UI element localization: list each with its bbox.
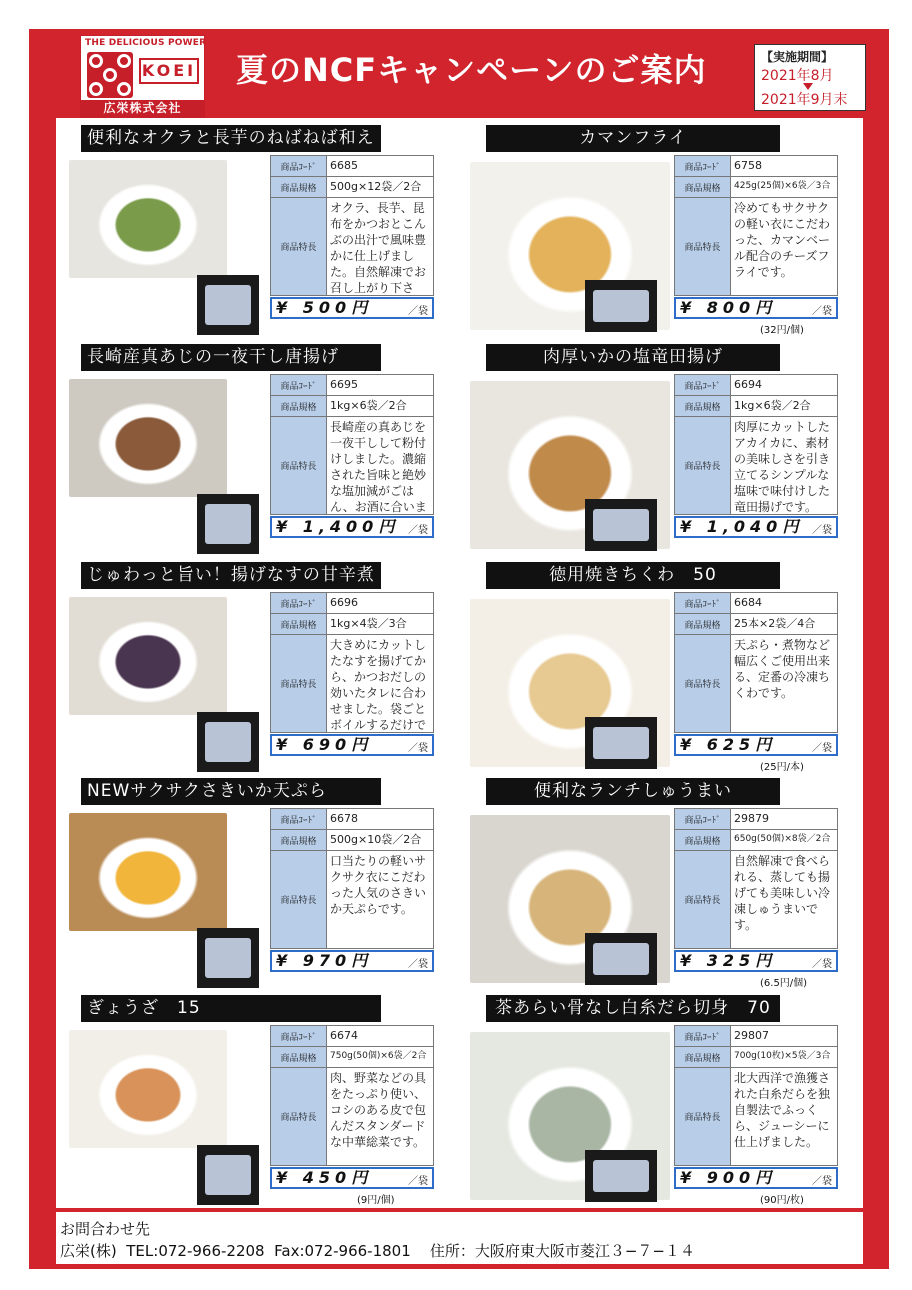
product-spec-row <box>675 1047 837 1068</box>
price-value: ¥ 970円 <box>276 951 373 970</box>
product-code-row <box>271 156 433 177</box>
price-box <box>270 297 434 319</box>
product-feature-label: 商品特長 <box>675 417 731 514</box>
unit-price-note: (25円/本) <box>760 762 804 773</box>
price-value: ¥ 690円 <box>276 735 373 754</box>
product-feature: 肉、野菜などの具をたっぷり使い、コシのある皮で包んだスタンダードな中華総菜です。 <box>330 1071 427 1149</box>
product-feature-row <box>271 417 433 514</box>
product-info-table <box>674 155 838 296</box>
product-photo <box>69 813 227 931</box>
package-photo <box>585 499 657 551</box>
product-feature-label: 商品特長 <box>675 1068 731 1165</box>
unit-price-note: (90円/枚) <box>760 1195 804 1206</box>
product-name: ぎょうざ 15 <box>81 995 381 1022</box>
product-card <box>57 339 458 555</box>
price-box <box>270 734 434 756</box>
product-spec-row <box>271 396 433 417</box>
price-unit: ／袋 <box>408 1176 428 1187</box>
product-spec: 500g×10袋／2合 <box>330 833 422 846</box>
package-icon <box>593 509 649 541</box>
package-icon <box>593 943 649 975</box>
product-info-table <box>270 155 434 296</box>
product-code-row <box>675 809 837 830</box>
logo-company-name: 広栄株式会社 <box>81 100 204 117</box>
contact-fax: Fax:072-966-1801 <box>274 1242 411 1260</box>
product-spec-label: 商品規格 <box>675 1047 731 1068</box>
product-photo <box>69 597 227 715</box>
product-code-label: 商品ｺｰﾄﾞ <box>675 593 731 614</box>
product-card <box>460 339 861 555</box>
product-card <box>57 120 458 336</box>
product-spec-row <box>271 614 433 635</box>
product-card <box>57 990 458 1206</box>
price-box <box>674 297 838 319</box>
package-photo <box>197 494 259 554</box>
product-code-label: 商品ｺｰﾄﾞ <box>271 809 327 830</box>
product-code-label: 商品ｺｰﾄﾞ <box>675 375 731 396</box>
product-feature-row <box>271 851 433 948</box>
price-box <box>674 516 838 538</box>
product-feature-label: 商品特長 <box>675 635 731 732</box>
contact-tel: TEL:072-966-2208 <box>126 1242 265 1260</box>
price-unit: ／袋 <box>408 959 428 970</box>
package-icon <box>205 504 251 544</box>
product-feature-label: 商品特長 <box>271 635 327 732</box>
product-code-row <box>675 375 837 396</box>
package-photo <box>197 1145 259 1205</box>
product-feature-row <box>675 1068 837 1165</box>
product-feature-row <box>271 1068 433 1165</box>
package-icon <box>593 727 649 759</box>
product-photo <box>69 160 227 278</box>
product-code-label: 商品ｺｰﾄﾞ <box>271 375 327 396</box>
product-spec: 1kg×6袋／2合 <box>734 399 811 412</box>
product-code: 29879 <box>734 812 769 825</box>
product-code-row <box>271 375 433 396</box>
product-code-label: 商品ｺｰﾄﾞ <box>675 809 731 830</box>
product-card <box>57 773 458 989</box>
price-value: ¥ 900円 <box>680 1168 777 1187</box>
price-unit: ／袋 <box>408 525 428 536</box>
logo-brand: KOEI <box>139 58 199 84</box>
contact-address: 住所：大阪府東大阪市菱江３−７−１４ <box>429 1242 695 1260</box>
price-value: ¥ 450円 <box>276 1168 373 1187</box>
product-card <box>460 557 861 773</box>
product-name: 長崎産真あじの一夜干し唐揚げ <box>81 344 381 371</box>
product-info-table <box>674 374 838 515</box>
product-code-label: 商品ｺｰﾄﾞ <box>271 1026 327 1047</box>
package-photo <box>585 1150 657 1202</box>
product-spec: 750g(50個)×6袋／2合 <box>330 1051 427 1061</box>
price-value: ¥ 1,400円 <box>276 517 400 536</box>
package-photo <box>585 933 657 985</box>
contact-line <box>60 1240 695 1261</box>
price-value: ¥ 500円 <box>276 298 373 317</box>
price-box <box>674 950 838 972</box>
product-info-table <box>270 374 434 515</box>
package-icon <box>205 285 251 325</box>
product-spec-row <box>675 830 837 851</box>
product-spec-label: 商品規格 <box>271 614 327 635</box>
product-name: 茶あらい骨なし白糸だら切身 70 <box>486 995 780 1022</box>
product-feature-label: 商品特長 <box>271 417 327 514</box>
campaign-period <box>754 44 866 111</box>
price-box <box>270 950 434 972</box>
product-spec-row <box>271 177 433 198</box>
company-logo <box>80 35 205 118</box>
product-feature-label: 商品特長 <box>271 1068 327 1165</box>
product-feature-label: 商品特長 <box>675 851 731 948</box>
product-spec-label: 商品規格 <box>675 614 731 635</box>
product-feature: 冷めてもサクサクの軽い衣にこだわった、カマンベール配合のチーズフライです。 <box>734 201 831 279</box>
product-feature: オクラ、長芋、昆布をかつおとこんぶの出汁で風味豊かに仕上げました。自然解凍でお召し上がり下さ <box>330 201 427 295</box>
package-icon <box>593 290 649 322</box>
package-photo <box>197 712 259 772</box>
price-unit: ／袋 <box>408 743 428 754</box>
product-spec-row <box>675 396 837 417</box>
product-spec-label: 商品規格 <box>271 830 327 851</box>
package-icon <box>593 1160 649 1192</box>
price-value: ¥ 625円 <box>680 735 777 754</box>
logo-mark-icon <box>87 52 133 98</box>
package-icon <box>205 938 251 978</box>
product-feature-row <box>271 198 433 295</box>
product-feature-row <box>675 417 837 514</box>
product-feature: 自然解凍で食べられる、蒸しても揚げても美味しい冷凍しゅうまいです。 <box>734 854 831 932</box>
product-spec-label: 商品規格 <box>675 830 731 851</box>
price-value: ¥ 1,040円 <box>680 517 804 536</box>
package-icon <box>205 1155 251 1195</box>
page-title: 夏のNCFキャンペーンのご案内 <box>236 51 707 89</box>
package-photo <box>585 717 657 769</box>
product-name: じゅわっと旨い！揚げなすの甘辛煮 <box>81 562 381 589</box>
unit-price-note: (9円/個) <box>357 1195 395 1206</box>
price-unit: ／袋 <box>812 743 832 754</box>
product-code: 6758 <box>734 159 762 172</box>
period-label: 【実施期間】 <box>761 50 834 64</box>
product-name: NEWサクサクさきいか天ぷら <box>81 778 381 805</box>
product-code: 6696 <box>330 596 358 609</box>
product-code-label: 商品ｺｰﾄﾞ <box>675 1026 731 1047</box>
product-spec-row <box>675 614 837 635</box>
product-spec-row <box>271 830 433 851</box>
product-spec: 1kg×6袋／2合 <box>330 399 407 412</box>
price-value: ¥ 325円 <box>680 951 777 970</box>
product-code-row <box>675 156 837 177</box>
product-name: 徳用焼きちくわ 50 <box>486 562 780 589</box>
logo-tagline: THE DELICIOUS POWER <box>85 38 207 48</box>
product-code-row <box>675 593 837 614</box>
product-info-table <box>674 592 838 733</box>
product-spec: 650g(50個)×8袋／2合 <box>734 834 831 844</box>
package-photo <box>197 928 259 988</box>
product-info-table <box>270 592 434 733</box>
product-code: 6678 <box>330 812 358 825</box>
unit-price-note: (32円/個) <box>760 325 804 336</box>
price-unit: ／袋 <box>812 306 832 317</box>
price-unit: ／袋 <box>812 1176 832 1187</box>
product-spec: 500g×12袋／2合 <box>330 180 422 193</box>
product-code: 6685 <box>330 159 358 172</box>
price-unit: ／袋 <box>408 306 428 317</box>
product-feature: 北大西洋で漁獲された白糸だらを独自製法でふっくら、ジューシーに仕上げました。 <box>734 1071 831 1149</box>
product-feature-row <box>271 635 433 732</box>
product-spec-label: 商品規格 <box>675 396 731 417</box>
price-box <box>674 1167 838 1189</box>
product-card <box>460 120 861 336</box>
product-card <box>57 557 458 773</box>
product-spec-label: 商品規格 <box>675 177 731 198</box>
package-icon <box>205 722 251 762</box>
product-feature: 口当たりの軽いサクサク衣にこだわった人気のさきいか天ぷらです。 <box>330 854 427 916</box>
product-name: 便利なオクラと長芋のねばねば和え <box>81 125 381 152</box>
product-spec-label: 商品規格 <box>271 1047 327 1068</box>
product-name: 便利なランチしゅうまい <box>486 778 780 805</box>
product-info-table <box>270 808 434 949</box>
product-name: 肉厚いかの塩竜田揚げ <box>486 344 780 371</box>
price-box <box>270 1167 434 1189</box>
price-unit: ／袋 <box>812 525 832 536</box>
product-code-label: 商品ｺｰﾄﾞ <box>271 156 327 177</box>
package-photo <box>197 275 259 335</box>
product-code-row <box>271 593 433 614</box>
period-start: 2021年8月 <box>761 68 834 84</box>
product-feature: 肉厚にカットしたアカイカに、素材の美味しさを引き立てるシンプルな塩味で味付けした竜田揚げです。 <box>734 420 831 514</box>
package-photo <box>585 280 657 332</box>
product-feature-label: 商品特長 <box>271 198 327 295</box>
product-code: 6695 <box>330 378 358 391</box>
product-feature-row <box>675 198 837 295</box>
product-code: 6694 <box>734 378 762 391</box>
product-spec-row <box>271 1047 433 1068</box>
product-spec-row <box>675 177 837 198</box>
product-code-row <box>271 1026 433 1047</box>
product-card <box>460 990 861 1206</box>
product-code: 6684 <box>734 596 762 609</box>
product-spec: 425g(25個)×6袋／3合 <box>734 181 831 191</box>
product-feature-row <box>675 635 837 732</box>
price-box <box>270 516 434 538</box>
product-code-row <box>271 809 433 830</box>
product-code-row <box>675 1026 837 1047</box>
product-spec: 700g(10枚)×5袋／3合 <box>734 1051 831 1061</box>
product-spec: 25本×2袋／4合 <box>734 617 816 630</box>
product-name: カマンフライ <box>486 125 780 152</box>
period-end: 2021年9月末 <box>761 92 848 108</box>
unit-price-note: (6.5円/個) <box>760 978 808 989</box>
product-feature: 天ぷら・煮物など幅広くご使用出来る、定番の冷凍ちくわです。 <box>734 638 831 700</box>
product-code-label: 商品ｺｰﾄﾞ <box>675 156 731 177</box>
product-photo <box>69 379 227 497</box>
product-feature-row <box>675 851 837 948</box>
product-feature-label: 商品特長 <box>675 198 731 295</box>
product-photo <box>69 1030 227 1148</box>
contact-label: お問合わせ先 <box>60 1220 151 1238</box>
product-feature: 長崎産の真あじを一夜干しして粉付けしました。濃縮された旨味と絶妙な塩加減がごはん、お酒に合いま <box>330 420 427 514</box>
product-feature: 大きめにカットしたなすを揚げてから、かつおだしの効いたタレに合わせました。袋ごとボイルするだけで <box>330 638 427 732</box>
price-box <box>674 734 838 756</box>
product-card <box>460 773 861 989</box>
price-value: ¥ 800円 <box>680 298 777 317</box>
product-info-table <box>270 1025 434 1166</box>
product-code: 29807 <box>734 1029 769 1042</box>
product-code: 6674 <box>330 1029 358 1042</box>
product-info-table <box>674 808 838 949</box>
product-spec: 1kg×4袋／3合 <box>330 617 407 630</box>
product-code-label: 商品ｺｰﾄﾞ <box>271 593 327 614</box>
contact-company: 広栄(株) <box>60 1242 117 1260</box>
product-spec-label: 商品規格 <box>271 177 327 198</box>
product-feature-label: 商品特長 <box>271 851 327 948</box>
product-spec-label: 商品規格 <box>271 396 327 417</box>
product-info-table <box>674 1025 838 1166</box>
price-unit: ／袋 <box>812 959 832 970</box>
